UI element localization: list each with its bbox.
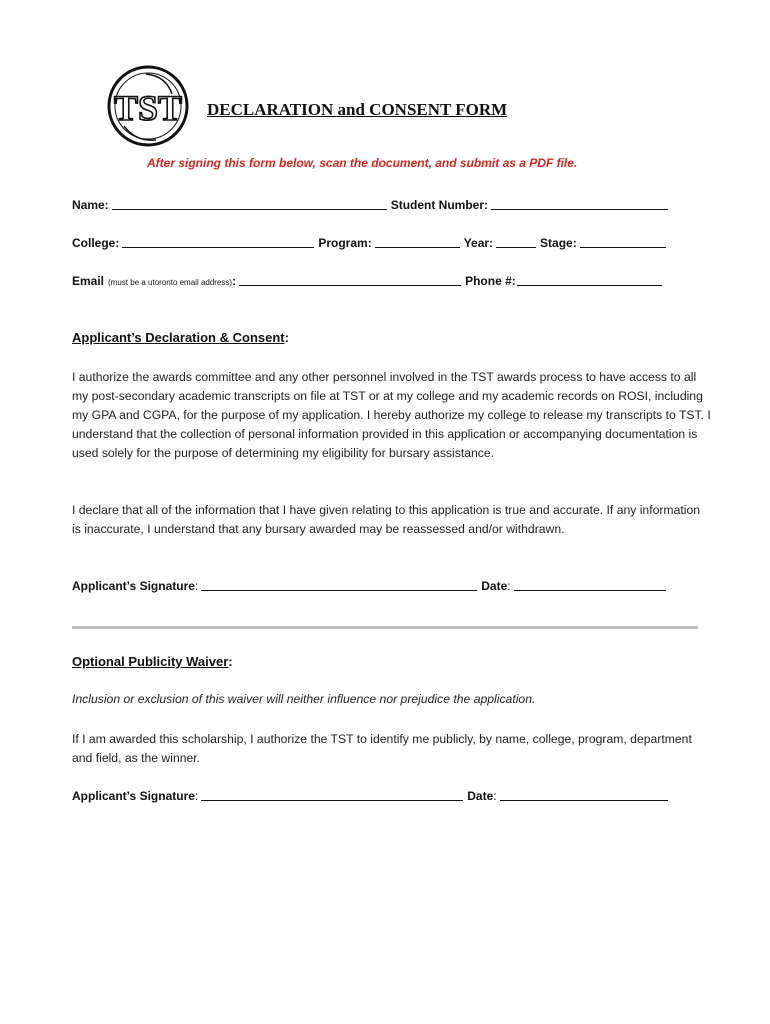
stage-field[interactable]	[580, 235, 666, 248]
stage-label: Stage:	[540, 236, 577, 250]
declaration-signature-field[interactable]	[201, 578, 477, 591]
declaration-paragraph-2: I declare that all of the information that I have given relating to this application is true and accurate. If any information is inaccurate, I understand that any bursary awarded may be reassessed and/or withdrawn.	[72, 503, 701, 536]
college-label: College:	[72, 236, 120, 250]
waiver-paragraph: If I am awarded this scholarship, I authorize the TST to identify me publicly, by name, college, program, department and field, as the winner.	[72, 732, 692, 765]
name-field[interactable]	[112, 197, 387, 210]
waiver-heading-colon: :	[228, 654, 233, 669]
waiver-date-field[interactable]	[500, 788, 668, 801]
waiver-signature-label: Applicant’s Signature	[72, 789, 195, 803]
waiver-signature-field[interactable]	[201, 788, 463, 801]
name-row	[72, 197, 672, 212]
email-field[interactable]	[239, 273, 461, 286]
declaration-signature-row: Applicant’s Signature : Date :	[72, 578, 670, 593]
declaration-paragraph-1: I authorize the awards committee and any other personnel involved in the TST awards process to have access to all my post-secondary academic transcripts on file at TST or at my college and my academic records on ROSI, including my GPA and CGPA, for the purpose of my application. I hereby authorize my college to release my transcripts to TST. I understand that the collection of personal information provided in this application or accompanying documentation is used solely for the purpose of determining my eligibility for bursary assistance.	[72, 370, 711, 460]
declaration-heading-colon: :	[284, 330, 289, 345]
waiver-heading	[72, 654, 233, 669]
waiver-heading-text: Optional Publicity Waiver	[72, 654, 229, 669]
email-label: Email	[72, 274, 105, 288]
declaration-heading	[72, 330, 289, 345]
signature-label: Applicant’s Signature	[72, 579, 195, 593]
college-row	[72, 235, 670, 250]
date-label: Date	[481, 579, 508, 593]
declaration-date-field[interactable]	[514, 578, 666, 591]
program-label: Program:	[318, 236, 372, 250]
phone-field[interactable]	[517, 273, 662, 286]
waiver-note: Inclusion or exclusion of this waiver will neither influence nor prejudice the application.	[72, 692, 536, 706]
logo-text: TST	[113, 88, 183, 128]
section-divider	[72, 626, 698, 629]
year-label: Year:	[463, 236, 494, 250]
college-field[interactable]	[122, 235, 314, 248]
name-label: Name:	[72, 198, 109, 212]
program-field[interactable]	[375, 235, 460, 248]
declaration-heading-text: Applicant’s Declaration & Consent	[72, 330, 285, 345]
student-number-field[interactable]	[491, 197, 668, 210]
year-field[interactable]	[496, 235, 536, 248]
email-note: (must be a utoronto email address)	[108, 278, 233, 287]
tst-logo	[106, 64, 190, 148]
submission-instruction: After signing this form below, scan the document, and submit as a PDF file.	[147, 156, 578, 170]
phone-label: Phone #:	[465, 274, 516, 288]
form-title: DECLARATION and CONSENT FORM	[207, 100, 508, 119]
email-colon: :	[232, 274, 237, 288]
email-row	[72, 273, 666, 288]
student-number-label: Student Number:	[390, 198, 489, 212]
waiver-date-label: Date	[467, 789, 494, 803]
waiver-signature-row: Applicant’s Signature : Date :	[72, 788, 672, 803]
